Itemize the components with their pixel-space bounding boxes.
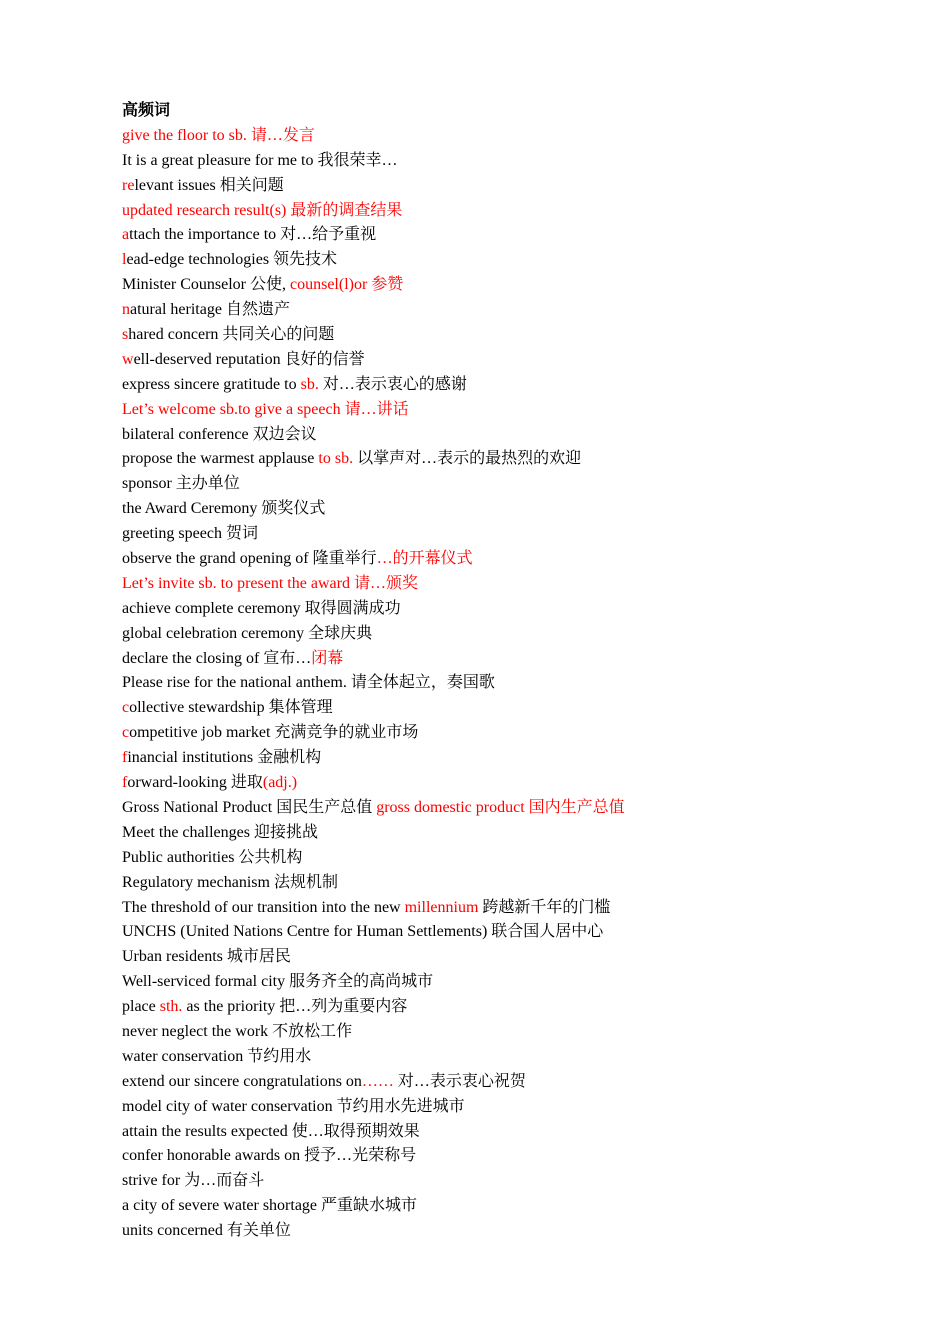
vocab-line [122,323,882,348]
vocab-line [122,472,882,497]
vocab-line [122,1020,882,1045]
highlighted-text: give the floor to sb. 请…发言 [122,126,315,144]
line-text: UNCHS (United Nations Centre for Human Settlements) 联合国人居中心 [122,923,604,941]
line-text: declare the closing of 宣布… [122,649,312,667]
line-text: ollective stewardship 集体管理 [129,699,333,717]
vocab-line [122,846,882,871]
line-text: It is a great pleasure for me to 我很荣幸… [122,151,398,169]
line-text: 对…表示衷心祝贺 [393,1072,526,1090]
line-text: bilateral conference 双边会议 [122,425,317,443]
section-heading: 高频词 [122,102,171,119]
vocab-line [122,174,882,199]
vocab-line [122,1169,882,1194]
line-text: extend our sincere congratulations on [122,1072,362,1090]
vocab-line [122,647,882,672]
vocab-line [122,348,882,373]
highlighted-text: to sb. [318,450,354,468]
line-text: Gross National Product 国民生产总值 [122,798,377,816]
vocabulary-list [122,99,882,1244]
vocab-line [122,821,882,846]
highlighted-text: …的开幕仪式 [376,550,473,568]
vocab-line [122,920,882,945]
vocab-line [122,522,882,547]
vocab-line [122,995,882,1020]
line-text: propose the warmest applause [122,450,319,468]
line-text: strive for 为…而奋斗 [122,1172,265,1190]
line-text: Regulatory mechanism 法规机制 [122,873,338,891]
highlighted-text: c [122,699,130,717]
line-text: never neglect the work 不放松工作 [122,1022,353,1040]
vocab-line [122,124,882,149]
line-text: place [122,998,160,1016]
line-text: a city of severe water shortage 严重缺水城市 [122,1197,418,1215]
vocab-line [122,696,882,721]
line-text: ompetitive job market 充满竞争的就业市场 [129,724,419,742]
vocab-line [122,423,882,448]
highlighted-text: updated research result(s) 最新的调查结果 [122,201,403,219]
vocab-line [122,970,882,995]
line-text: hared concern 共同关心的问题 [128,326,335,344]
highlighted-text: Let’s welcome sb.to give a speech 请…讲话 [122,400,409,418]
line-text: Minister Counselor 公使, [122,276,290,294]
highlighted-text: …… [361,1072,394,1090]
line-text: levant issues 相关问题 [134,176,284,194]
highlighted-text: millennium [404,898,479,916]
highlighted-text: c [122,724,130,742]
line-text: model city of water conservation 节约用水先进城市 [122,1097,465,1115]
highlighted-text: s [122,326,129,344]
vocab-line [122,871,882,896]
line-text: ell-deserved reputation 良好的信誉 [133,350,365,368]
vocabulary-lines [122,124,882,1244]
highlighted-text: gross domestic product 国内生产总值 [376,798,625,816]
vocab-line [122,572,882,597]
line-text: atural heritage 自然遗产 [130,301,290,319]
vocab-line [122,248,882,273]
line-text: Please rise for the national anthem. 请全体起立，奏国歌 [122,674,495,692]
vocab-line [122,1194,882,1219]
highlighted-text: w [122,350,134,368]
highlighted-text: (adj.) [262,774,298,792]
vocab-line [122,398,882,423]
highlighted-text: l [122,251,127,269]
vocab-line [122,273,882,298]
line-text: attain the results expected 使…取得预期效果 [122,1122,420,1140]
highlighted-text: a [122,226,130,244]
line-text: observe the grand opening of 隆重举行 [122,550,377,568]
vocab-line [122,149,882,174]
line-text: 以掌声对…表示的最热烈的欢迎 [353,450,582,468]
vocab-line [122,1144,882,1169]
line-text: global celebration ceremony 全球庆典 [122,624,373,642]
line-text: The threshold of our transition into the new [122,898,405,916]
line-text: ead-edge technologies 领先技术 [126,251,338,269]
line-text: confer honorable awards on 授予…光荣称号 [122,1147,417,1165]
highlighted-text: sth. [159,998,183,1016]
highlighted-text: sb. [300,375,319,393]
vocab-line [122,373,882,398]
line-text: ttach the importance to 对…给予重视 [129,226,377,244]
highlighted-text: counsel(l)or 参赞 [290,276,404,294]
line-text: sponsor 主办单位 [122,475,240,493]
line-text: Well-serviced formal city 服务齐全的高尚城市 [122,973,434,991]
line-text: Public authorities 公共机构 [122,848,303,866]
vocab-line [122,1219,882,1244]
highlighted-text: re [122,176,135,194]
vocab-line [122,896,882,921]
vocab-line [122,796,882,821]
vocab-line [122,945,882,970]
line-text: 跨越新千年的门槛 [478,898,611,916]
vocab-line [122,671,882,696]
vocab-line [122,721,882,746]
line-text: 对…表示衷心的感谢 [318,375,467,393]
line-text: orward-looking 进取 [127,774,263,792]
vocab-line [122,447,882,472]
vocab-line [122,1120,882,1145]
vocab-line [122,597,882,622]
vocab-line [122,622,882,647]
line-text: units concerned 有关单位 [122,1222,291,1240]
vocab-line [122,746,882,771]
vocab-line [122,771,882,796]
line-text: water conservation 节约用水 [122,1047,312,1065]
highlighted-text: f [122,749,128,767]
highlighted-text: 闭幕 [311,649,344,667]
line-text: express sincere gratitude to [122,375,301,393]
line-text: the Award Ceremony 颁奖仪式 [122,500,326,518]
vocab-line [122,1070,882,1095]
line-text: Meet the challenges 迎接挑战 [122,823,318,841]
line-text: as the priority 把…列为重要内容 [182,998,408,1016]
line-text: greeting speech 贺词 [122,525,258,543]
vocab-line [122,223,882,248]
line-text: Urban residents 城市居民 [122,948,291,966]
vocab-line [122,199,882,224]
highlighted-text: Let’s invite sb. to present the award 请…颁奖 [122,574,418,592]
line-text: achieve complete ceremony 取得圆满成功 [122,599,401,617]
vocab-line [122,1045,882,1070]
vocab-line [122,497,882,522]
highlighted-text: f [122,774,128,792]
line-text: inancial institutions 金融机构 [127,749,322,767]
vocab-line [122,547,882,572]
vocab-line [122,298,882,323]
vocab-line [122,1095,882,1120]
highlighted-text: n [122,301,130,319]
